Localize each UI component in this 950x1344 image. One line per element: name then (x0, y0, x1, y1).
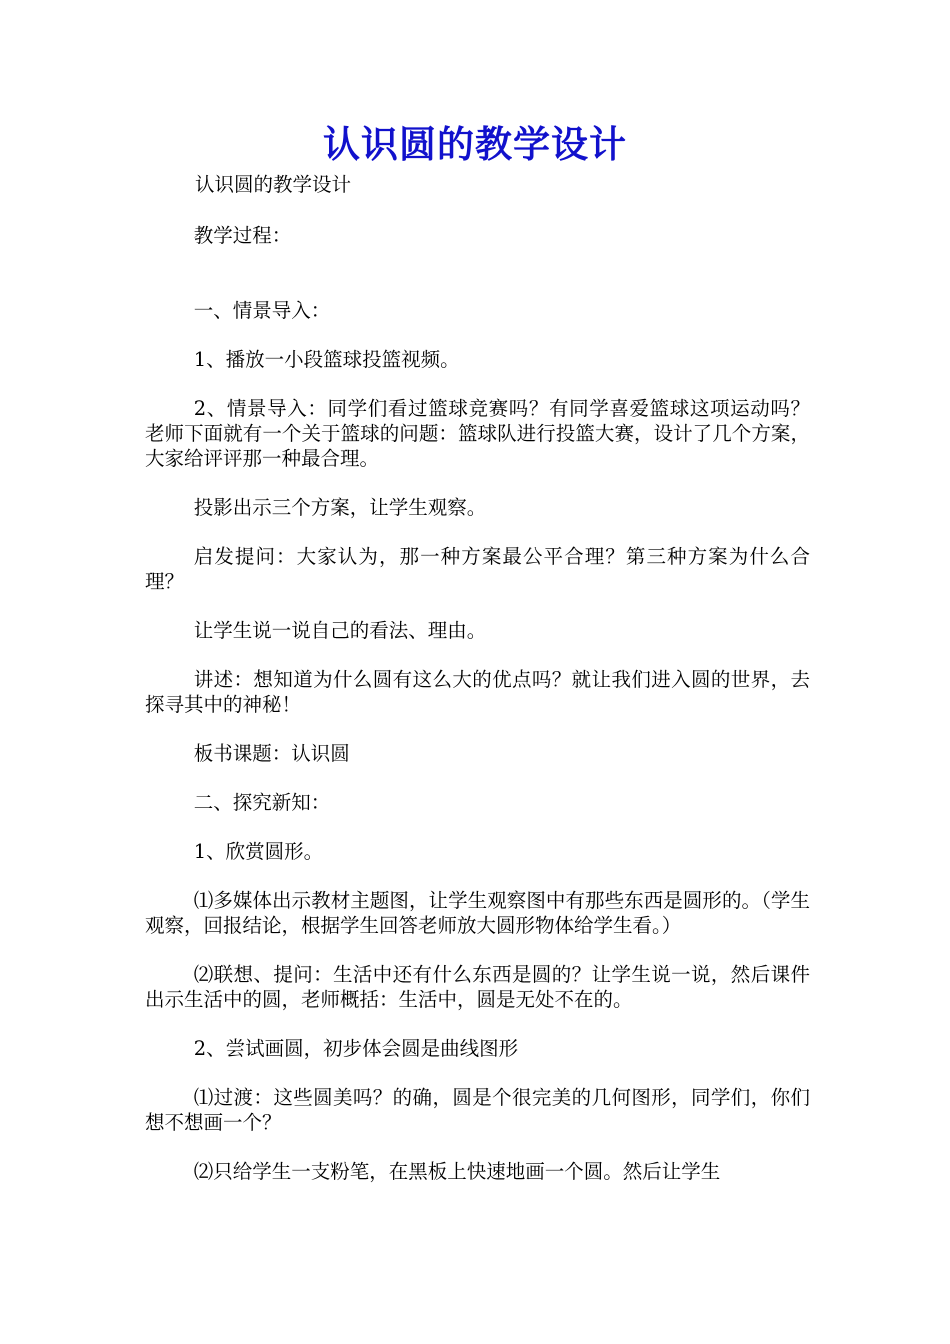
paragraph: 2、尝试画圆，初步体会圆是曲线图形 (193, 1037, 519, 1060)
paragraph: ⑵只给学生一支粉笔，在黑板上快速地画一个圆。然后让学生 (193, 1160, 721, 1183)
paragraph: 让学生说一说自己的看法、理由。 (193, 619, 487, 642)
paragraph: 1、播放一小段篮球投篮视频。 (193, 348, 460, 371)
paragraph-process-heading: 教学过程： (193, 224, 292, 247)
paragraph: 投影出示三个方案，让学生观察。 (193, 496, 487, 519)
paragraph: ⑵联想、提问：生活中还有什么东西是圆的？让学生说一说，然后课件出示生活中的圆，老师概括：生活中，圆是无处不在的。 (145, 963, 810, 1011)
paragraph: 1、欣赏圆形。 (193, 840, 324, 863)
document-title: 认识圆的教学设计 (323, 122, 627, 166)
paragraph: 讲述：想知道为什么圆有这么大的优点吗？就让我们进入圆的世界，去探寻其中的神秘！ (145, 668, 810, 716)
paragraph: 启发提问：大家认为，那一种方案最公平合理？第三种方案为什么合理？ (145, 545, 810, 593)
paragraph: 2、情景导入：同学们看过篮球竞赛吗？有同学喜爱篮球这项运动吗？老师下面就有一个关于篮球的问题：篮球队进行投篮大赛，设计了几个方案，大家给评评那一种最合理。 (145, 397, 810, 470)
paragraph: ⑴多媒体出示教材主题图，让学生观察图中有那些东西是圆形的。（学生观察，回报结论，根据学生回答老师放大圆形物体给学生看。） (145, 889, 810, 937)
paragraph: 板书课题：认识圆 (193, 742, 350, 765)
paragraph-section-two-heading: 二、探究新知： (193, 791, 331, 814)
paragraph-subtitle: 认识圆的教学设计 (195, 173, 352, 196)
document-body (145, 172, 810, 1208)
paragraph-section-one-heading: 一、情景导入： (193, 299, 331, 322)
paragraph: ⑴过渡：这些圆美吗？的确，圆是个很完美的几何图形，同学们，你们想不想画一个？ (145, 1086, 810, 1134)
